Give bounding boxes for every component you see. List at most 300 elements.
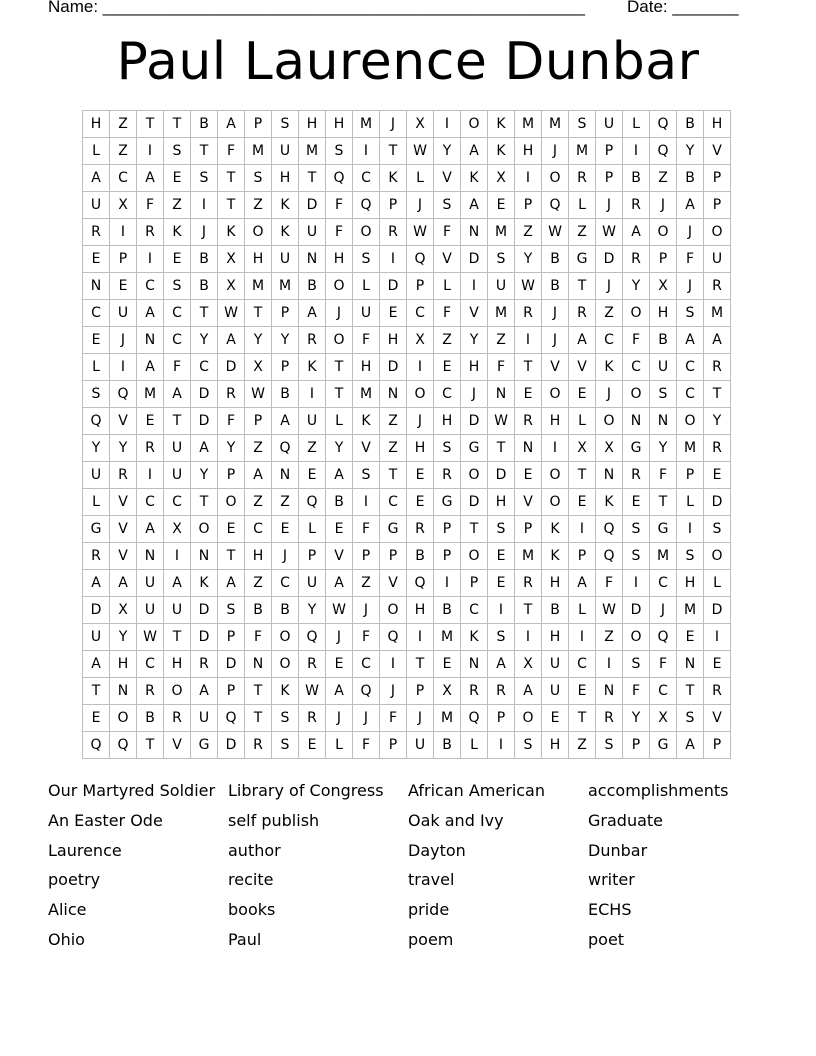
grid-cell: W [326, 597, 353, 624]
grid-cell: O [110, 705, 137, 732]
grid-cell: E [164, 165, 191, 192]
grid-cell: B [407, 543, 434, 570]
grid-cell: L [569, 408, 596, 435]
grid-cell: W [515, 273, 542, 300]
grid-cell: C [164, 327, 191, 354]
grid-cell: L [299, 516, 326, 543]
grid-cell: J [326, 705, 353, 732]
grid-cell: J [326, 300, 353, 327]
grid-cell: E [488, 192, 515, 219]
grid-cell: X [596, 435, 623, 462]
grid-cell: K [272, 192, 299, 219]
grid-cell: R [245, 732, 272, 759]
grid-cell: S [623, 516, 650, 543]
grid-cell: R [137, 678, 164, 705]
grid-cell: D [596, 246, 623, 273]
grid-cell: Z [380, 435, 407, 462]
grid-cell: W [299, 678, 326, 705]
grid-cell: W [488, 408, 515, 435]
grid-cell: J [380, 678, 407, 705]
grid-cell: R [110, 462, 137, 489]
grid-cell: U [407, 732, 434, 759]
grid-cell: I [569, 516, 596, 543]
grid-cell: L [677, 489, 704, 516]
grid-cell: J [407, 408, 434, 435]
grid-cell: Q [83, 408, 110, 435]
grid-cell: Y [83, 435, 110, 462]
grid-cell: R [164, 705, 191, 732]
grid-cell: V [110, 489, 137, 516]
grid-cell: X [515, 651, 542, 678]
grid-cell: U [164, 597, 191, 624]
grid-cell: U [83, 192, 110, 219]
grid-cell: L [569, 597, 596, 624]
grid-cell: H [83, 111, 110, 138]
grid-cell: R [569, 165, 596, 192]
grid-cell: D [191, 624, 218, 651]
grid-cell: C [650, 678, 677, 705]
grid-cell: C [137, 489, 164, 516]
grid-cell: U [353, 300, 380, 327]
grid-cell: Z [650, 165, 677, 192]
grid-cell: P [218, 678, 245, 705]
grid-cell: J [326, 624, 353, 651]
grid-cell: N [299, 246, 326, 273]
grid-cell: D [218, 354, 245, 381]
grid-cell: R [704, 354, 731, 381]
grid-cell: A [218, 111, 245, 138]
grid-cell: I [488, 597, 515, 624]
grid-cell: P [245, 408, 272, 435]
grid-cell: O [191, 516, 218, 543]
grid-cell: C [272, 570, 299, 597]
grid-cell: N [110, 678, 137, 705]
grid-cell: U [83, 624, 110, 651]
grid-cell: Z [569, 732, 596, 759]
grid-cell: R [704, 273, 731, 300]
grid-cell: N [623, 408, 650, 435]
grid-cell: M [434, 705, 461, 732]
grid-cell: K [272, 678, 299, 705]
grid-cell: J [191, 219, 218, 246]
grid-cell: G [650, 516, 677, 543]
grid-cell: Z [110, 138, 137, 165]
grid-cell: D [461, 246, 488, 273]
grid-cell: N [191, 543, 218, 570]
grid-cell: B [677, 165, 704, 192]
grid-cell: Q [542, 192, 569, 219]
grid-cell: X [434, 678, 461, 705]
grid-cell: R [569, 300, 596, 327]
grid-cell: T [677, 678, 704, 705]
grid-cell: S [488, 516, 515, 543]
grid-cell: D [218, 651, 245, 678]
grid-cell: L [569, 192, 596, 219]
grid-cell: U [272, 246, 299, 273]
grid-cell: O [164, 678, 191, 705]
grid-cell: C [137, 651, 164, 678]
grid-cell: O [353, 219, 380, 246]
grid-cell: F [434, 219, 461, 246]
grid-cell: B [299, 273, 326, 300]
grid-cell: B [677, 111, 704, 138]
word-list [48, 779, 768, 958]
word-list-item: Dayton [408, 840, 466, 860]
grid-cell: D [623, 597, 650, 624]
grid-cell: C [434, 381, 461, 408]
grid-cell: I [353, 138, 380, 165]
grid-cell: Z [299, 435, 326, 462]
grid-cell: E [704, 651, 731, 678]
grid-cell: Q [407, 246, 434, 273]
grid-cell: K [164, 219, 191, 246]
grid-cell: K [461, 624, 488, 651]
grid-cell: Z [245, 570, 272, 597]
grid-cell: M [569, 138, 596, 165]
grid-cell: E [83, 246, 110, 273]
grid-cell: P [380, 732, 407, 759]
grid-cell: I [137, 246, 164, 273]
grid-cell: J [407, 192, 434, 219]
grid-cell: O [704, 219, 731, 246]
grid-cell: F [380, 705, 407, 732]
grid-cell: O [461, 462, 488, 489]
grid-cell: P [677, 462, 704, 489]
grid-cell: H [407, 597, 434, 624]
grid-cell: U [164, 462, 191, 489]
grid-cell: B [623, 165, 650, 192]
grid-cell: W [542, 219, 569, 246]
grid-cell: S [272, 732, 299, 759]
grid-cell: I [407, 354, 434, 381]
grid-cell: S [353, 246, 380, 273]
grid-cell: F [434, 300, 461, 327]
grid-cell: N [137, 327, 164, 354]
grid-cell: F [164, 354, 191, 381]
grid-cell: M [677, 435, 704, 462]
grid-cell: J [110, 327, 137, 354]
grid-cell: S [218, 597, 245, 624]
grid-cell: V [110, 543, 137, 570]
grid-cell: T [569, 462, 596, 489]
grid-cell: L [434, 273, 461, 300]
word-list-item: African American [408, 781, 545, 800]
word-list-item: Graduate [588, 810, 663, 830]
grid-cell: A [83, 570, 110, 597]
grid-cell: A [191, 435, 218, 462]
grid-cell: B [191, 273, 218, 300]
grid-cell: I [380, 246, 407, 273]
grid-cell: E [164, 246, 191, 273]
grid-cell: Q [299, 489, 326, 516]
grid-cell: Z [488, 327, 515, 354]
grid-cell: T [569, 273, 596, 300]
grid-cell: D [461, 408, 488, 435]
grid-cell: Z [164, 192, 191, 219]
grid-cell: Y [191, 327, 218, 354]
grid-cell: S [434, 435, 461, 462]
grid-cell: X [650, 273, 677, 300]
word-list-item: writer [588, 870, 635, 890]
grid-cell: J [380, 111, 407, 138]
word-list-item: pride [408, 900, 450, 920]
grid-cell: P [353, 543, 380, 570]
word-list-item: Dunbar [588, 840, 648, 860]
word-list-item: Alice [48, 900, 87, 920]
grid-cell: I [488, 732, 515, 759]
grid-cell: R [407, 516, 434, 543]
grid-cell: G [83, 516, 110, 543]
grid-cell: K [488, 111, 515, 138]
grid-cell: L [83, 354, 110, 381]
grid-cell: C [353, 651, 380, 678]
grid-cell: Z [353, 570, 380, 597]
grid-cell: N [677, 651, 704, 678]
grid-cell: A [83, 651, 110, 678]
grid-cell: P [650, 246, 677, 273]
grid-cell: B [650, 327, 677, 354]
grid-cell: S [326, 138, 353, 165]
grid-cell: L [704, 570, 731, 597]
grid-cell: B [326, 489, 353, 516]
grid-cell: M [704, 300, 731, 327]
grid-cell: T [515, 354, 542, 381]
grid-cell: V [704, 705, 731, 732]
grid-cell: A [191, 678, 218, 705]
grid-cell: F [623, 327, 650, 354]
grid-cell: P [434, 516, 461, 543]
grid-cell: C [191, 354, 218, 381]
grid-cell: S [245, 165, 272, 192]
grid-cell: I [515, 327, 542, 354]
grid-cell: H [542, 732, 569, 759]
grid-cell: I [704, 624, 731, 651]
grid-cell: I [623, 570, 650, 597]
grid-cell: E [515, 381, 542, 408]
grid-cell: S [704, 516, 731, 543]
word-list-item: Ohio [48, 929, 85, 949]
grid-cell: R [380, 219, 407, 246]
grid-cell: J [596, 273, 623, 300]
grid-cell: P [623, 732, 650, 759]
grid-cell: G [569, 246, 596, 273]
grid-cell: T [164, 624, 191, 651]
grid-cell: F [326, 192, 353, 219]
grid-cell: P [272, 354, 299, 381]
grid-cell: X [218, 246, 245, 273]
word-list-item: poem [408, 929, 454, 949]
grid-cell: B [542, 246, 569, 273]
grid-cell: V [569, 354, 596, 381]
grid-cell: E [299, 462, 326, 489]
grid-cell: A [488, 651, 515, 678]
grid-cell: K [596, 354, 623, 381]
grid-cell: Q [407, 570, 434, 597]
grid-cell: I [434, 570, 461, 597]
grid-cell: P [596, 138, 623, 165]
grid-cell: G [461, 435, 488, 462]
word-list-item: poetry [48, 870, 101, 890]
grid-cell: A [461, 192, 488, 219]
grid-cell: R [83, 219, 110, 246]
grid-cell: I [407, 624, 434, 651]
grid-cell: U [191, 705, 218, 732]
grid-cell: W [137, 624, 164, 651]
grid-cell: H [542, 408, 569, 435]
grid-cell: N [137, 543, 164, 570]
grid-cell: U [596, 111, 623, 138]
grid-cell: I [596, 651, 623, 678]
grid-cell: N [461, 651, 488, 678]
grid-cell: J [677, 273, 704, 300]
grid-cell: Y [623, 273, 650, 300]
grid-cell: A [623, 219, 650, 246]
grid-cell: N [245, 651, 272, 678]
grid-cell: S [434, 192, 461, 219]
grid-cell: M [488, 219, 515, 246]
grid-cell: S [164, 138, 191, 165]
grid-cell: T [83, 678, 110, 705]
grid-cell: R [623, 462, 650, 489]
grid-cell: Y [461, 327, 488, 354]
grid-cell: Q [353, 678, 380, 705]
grid-cell: I [677, 516, 704, 543]
grid-cell: X [245, 354, 272, 381]
grid-cell: N [650, 408, 677, 435]
grid-cell: A [461, 138, 488, 165]
grid-cell: T [218, 543, 245, 570]
grid-cell: Q [326, 165, 353, 192]
grid-cell: E [407, 462, 434, 489]
grid-cell: I [623, 138, 650, 165]
word-list-item: Our Martyred Soldier [48, 781, 216, 800]
word-list-item: recite [228, 870, 274, 890]
grid-cell: V [434, 246, 461, 273]
grid-cell: E [569, 381, 596, 408]
grid-cell: H [542, 570, 569, 597]
grid-cell: C [677, 354, 704, 381]
grid-cell: T [218, 192, 245, 219]
grid-cell: H [326, 246, 353, 273]
grid-cell: M [515, 111, 542, 138]
grid-cell: F [353, 516, 380, 543]
grid-cell: H [326, 111, 353, 138]
grid-cell: Y [110, 624, 137, 651]
grid-cell: K [299, 354, 326, 381]
grid-cell: M [353, 111, 380, 138]
grid-cell: A [164, 381, 191, 408]
grid-cell: T [380, 462, 407, 489]
grid-cell: Z [434, 327, 461, 354]
grid-cell: Z [596, 300, 623, 327]
grid-cell: Q [83, 732, 110, 759]
grid-cell: V [704, 138, 731, 165]
grid-cell: U [272, 138, 299, 165]
grid-cell: Y [434, 138, 461, 165]
grid-cell: R [299, 705, 326, 732]
grid-cell: M [299, 138, 326, 165]
grid-cell: Y [299, 597, 326, 624]
grid-cell: T [326, 381, 353, 408]
grid-cell: H [704, 111, 731, 138]
grid-cell: P [245, 111, 272, 138]
grid-cell: X [164, 516, 191, 543]
grid-cell: C [407, 300, 434, 327]
grid-cell: N [272, 462, 299, 489]
grid-cell: V [110, 516, 137, 543]
grid-cell: Z [245, 192, 272, 219]
grid-cell: N [596, 678, 623, 705]
grid-cell: S [164, 273, 191, 300]
grid-cell: N [380, 381, 407, 408]
grid-cell: R [515, 300, 542, 327]
grid-cell: I [380, 651, 407, 678]
grid-cell: T [191, 138, 218, 165]
grid-cell: O [542, 165, 569, 192]
grid-cell: B [272, 597, 299, 624]
grid-cell: T [650, 489, 677, 516]
word-list-item: Library of Congress [228, 781, 384, 800]
grid-cell: E [677, 624, 704, 651]
grid-cell: I [191, 192, 218, 219]
grid-cell: Q [110, 732, 137, 759]
grid-cell: B [191, 246, 218, 273]
grid-cell: Y [191, 462, 218, 489]
grid-cell: P [218, 462, 245, 489]
word-list-item: self publish [228, 810, 320, 830]
grid-cell: A [137, 300, 164, 327]
grid-cell: O [407, 381, 434, 408]
grid-cell: G [191, 732, 218, 759]
grid-cell: F [488, 354, 515, 381]
grid-cell: J [677, 219, 704, 246]
grid-cell: M [677, 597, 704, 624]
grid-cell: R [434, 462, 461, 489]
grid-cell: P [380, 192, 407, 219]
grid-cell: O [677, 408, 704, 435]
grid-cell: A [704, 327, 731, 354]
grid-cell: F [218, 138, 245, 165]
grid-cell: Q [218, 705, 245, 732]
grid-cell: A [137, 354, 164, 381]
grid-cell: H [245, 543, 272, 570]
grid-cell: R [461, 678, 488, 705]
grid-cell: I [110, 354, 137, 381]
grid-cell: T [245, 300, 272, 327]
grid-cell: M [488, 300, 515, 327]
letter-grid [82, 110, 731, 759]
grid-cell: A [326, 678, 353, 705]
grid-cell: M [245, 138, 272, 165]
grid-cell: U [299, 408, 326, 435]
grid-cell: Q [380, 624, 407, 651]
grid-cell: M [434, 624, 461, 651]
grid-cell: E [623, 489, 650, 516]
grid-cell: R [137, 219, 164, 246]
grid-cell: H [515, 138, 542, 165]
grid-cell: F [650, 462, 677, 489]
grid-cell: L [83, 138, 110, 165]
grid-cell: J [407, 705, 434, 732]
grid-cell: C [353, 165, 380, 192]
grid-cell: X [110, 597, 137, 624]
grid-cell: M [515, 543, 542, 570]
grid-cell: N [83, 273, 110, 300]
grid-cell: F [218, 408, 245, 435]
grid-cell: I [299, 381, 326, 408]
grid-cell: C [245, 516, 272, 543]
grid-cell: Q [461, 705, 488, 732]
